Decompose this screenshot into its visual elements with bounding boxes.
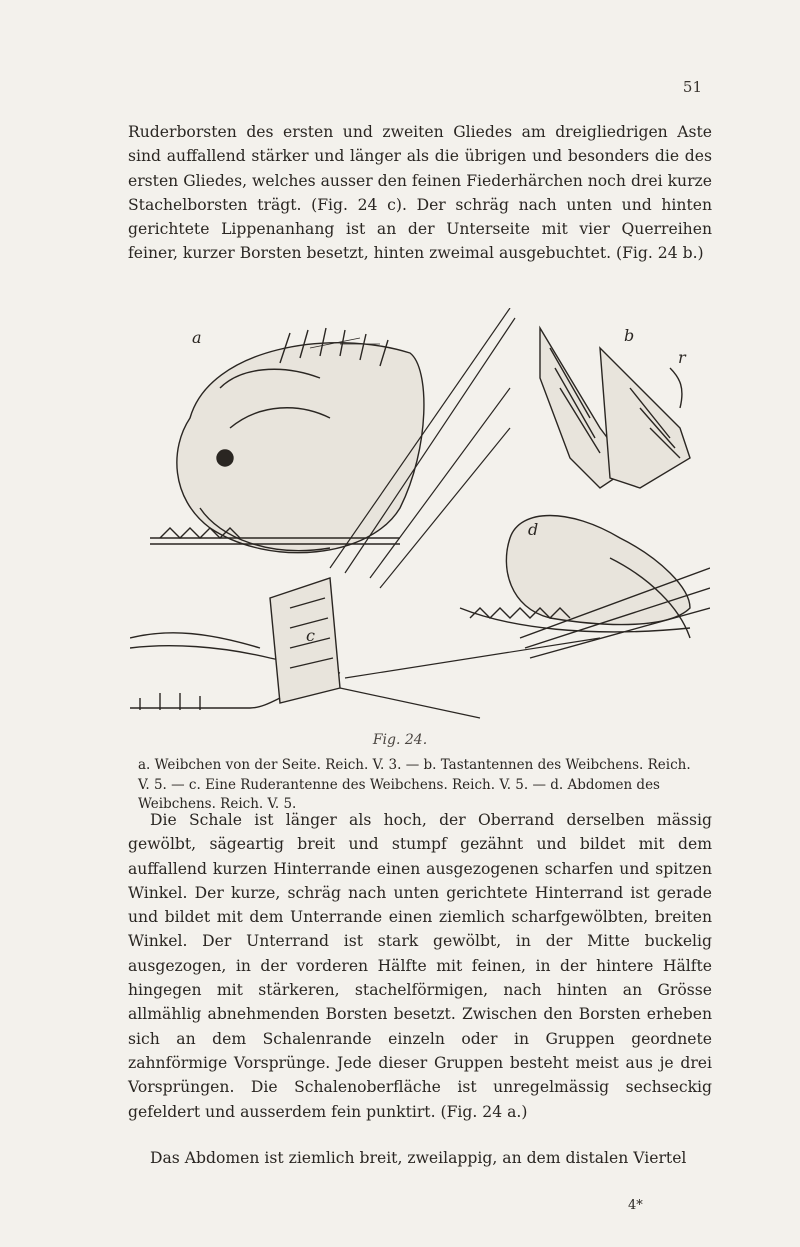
abdomen-drawing-d: [460, 516, 710, 659]
paragraph-2: Die Schale ist länger als hoch, der Oberrand derselben mässig gewölbt, sägeartig breit und stumpf gezähnt und bildet mit dem auffallend kurzen Hinterrande einen ausgezogenen scharfen und spitzen Winkel. Der kurze, schräg nach unten gerichtete Hinterrand ist gerade und bildet mit dem Unterrande einen ziemlich scharfgewölbten, breiten Winkel. Der Unterrand ist stark gewölbt, in der Mitte buckelig ausgezogen, in der vorderen Hälfte mit feinen, in der hintere Hälfte hingegen mit stärkeren, stachelförmigen, nach hinten an Grösse allmählig abnehmenden Borsten besetzt. Zwischen den Borsten erheben sich an dem Schalenrande einzeln oder in Gruppen geordnete zahnförmige Vorsprünge. Jede dieser Gruppen besteht meist aus je drei Vorsprüngen. Die Schalenoberfläche ist unregelmässig sechseckig gefeldert und ausserdem fein punktirt. (Fig. 24 a.): [128, 811, 712, 1121]
label-c: c: [306, 626, 315, 645]
paragraph-1: Ruderborsten des ersten und zweiten Gliedes am dreigliedrigen Aste sind auffallend stärker und länger als die übrigen und besonders die des ersten Gliedes, welches ausser den feinen Fiederhärchen noch drei kurze Stachelborsten trägt. (Fig. 24 c). Der schräg nach unten und hinten gerichtete Lippenanhang ist an der Unterseite mit vier Querreihen feiner, kurzer Borsten besetzt, hinten zweimal ausgebuchtet. (Fig. 24 b.): [128, 123, 712, 263]
shell-drawing-a: [177, 328, 424, 553]
figure-caption: a. Weibchen von der Seite. Reich. V. 3. — b. Tastantennen des Weibchens. Reich. V. 5. — c. Eine Ruderantenne des Weibchens. Reich. V. 5. — d. Abdomen des Weibchens. Reich. V. 5.: [138, 757, 691, 812]
figure-drawing: [130, 308, 710, 723]
paragraph-3: Das Abdomen ist ziemlich breit, zweilappig, an dem distalen Viertel: [150, 1149, 687, 1167]
label-d: d: [528, 520, 539, 539]
label-a: a: [192, 328, 202, 347]
signature-mark: 4*: [628, 1198, 643, 1213]
label-b: b: [624, 326, 635, 345]
page-number: 51: [682, 78, 702, 96]
antenna-drawing-b: [540, 328, 690, 488]
label-r: r: [678, 348, 686, 367]
figure-24: [130, 308, 710, 723]
figure-title: Fig. 24.: [372, 732, 428, 748]
